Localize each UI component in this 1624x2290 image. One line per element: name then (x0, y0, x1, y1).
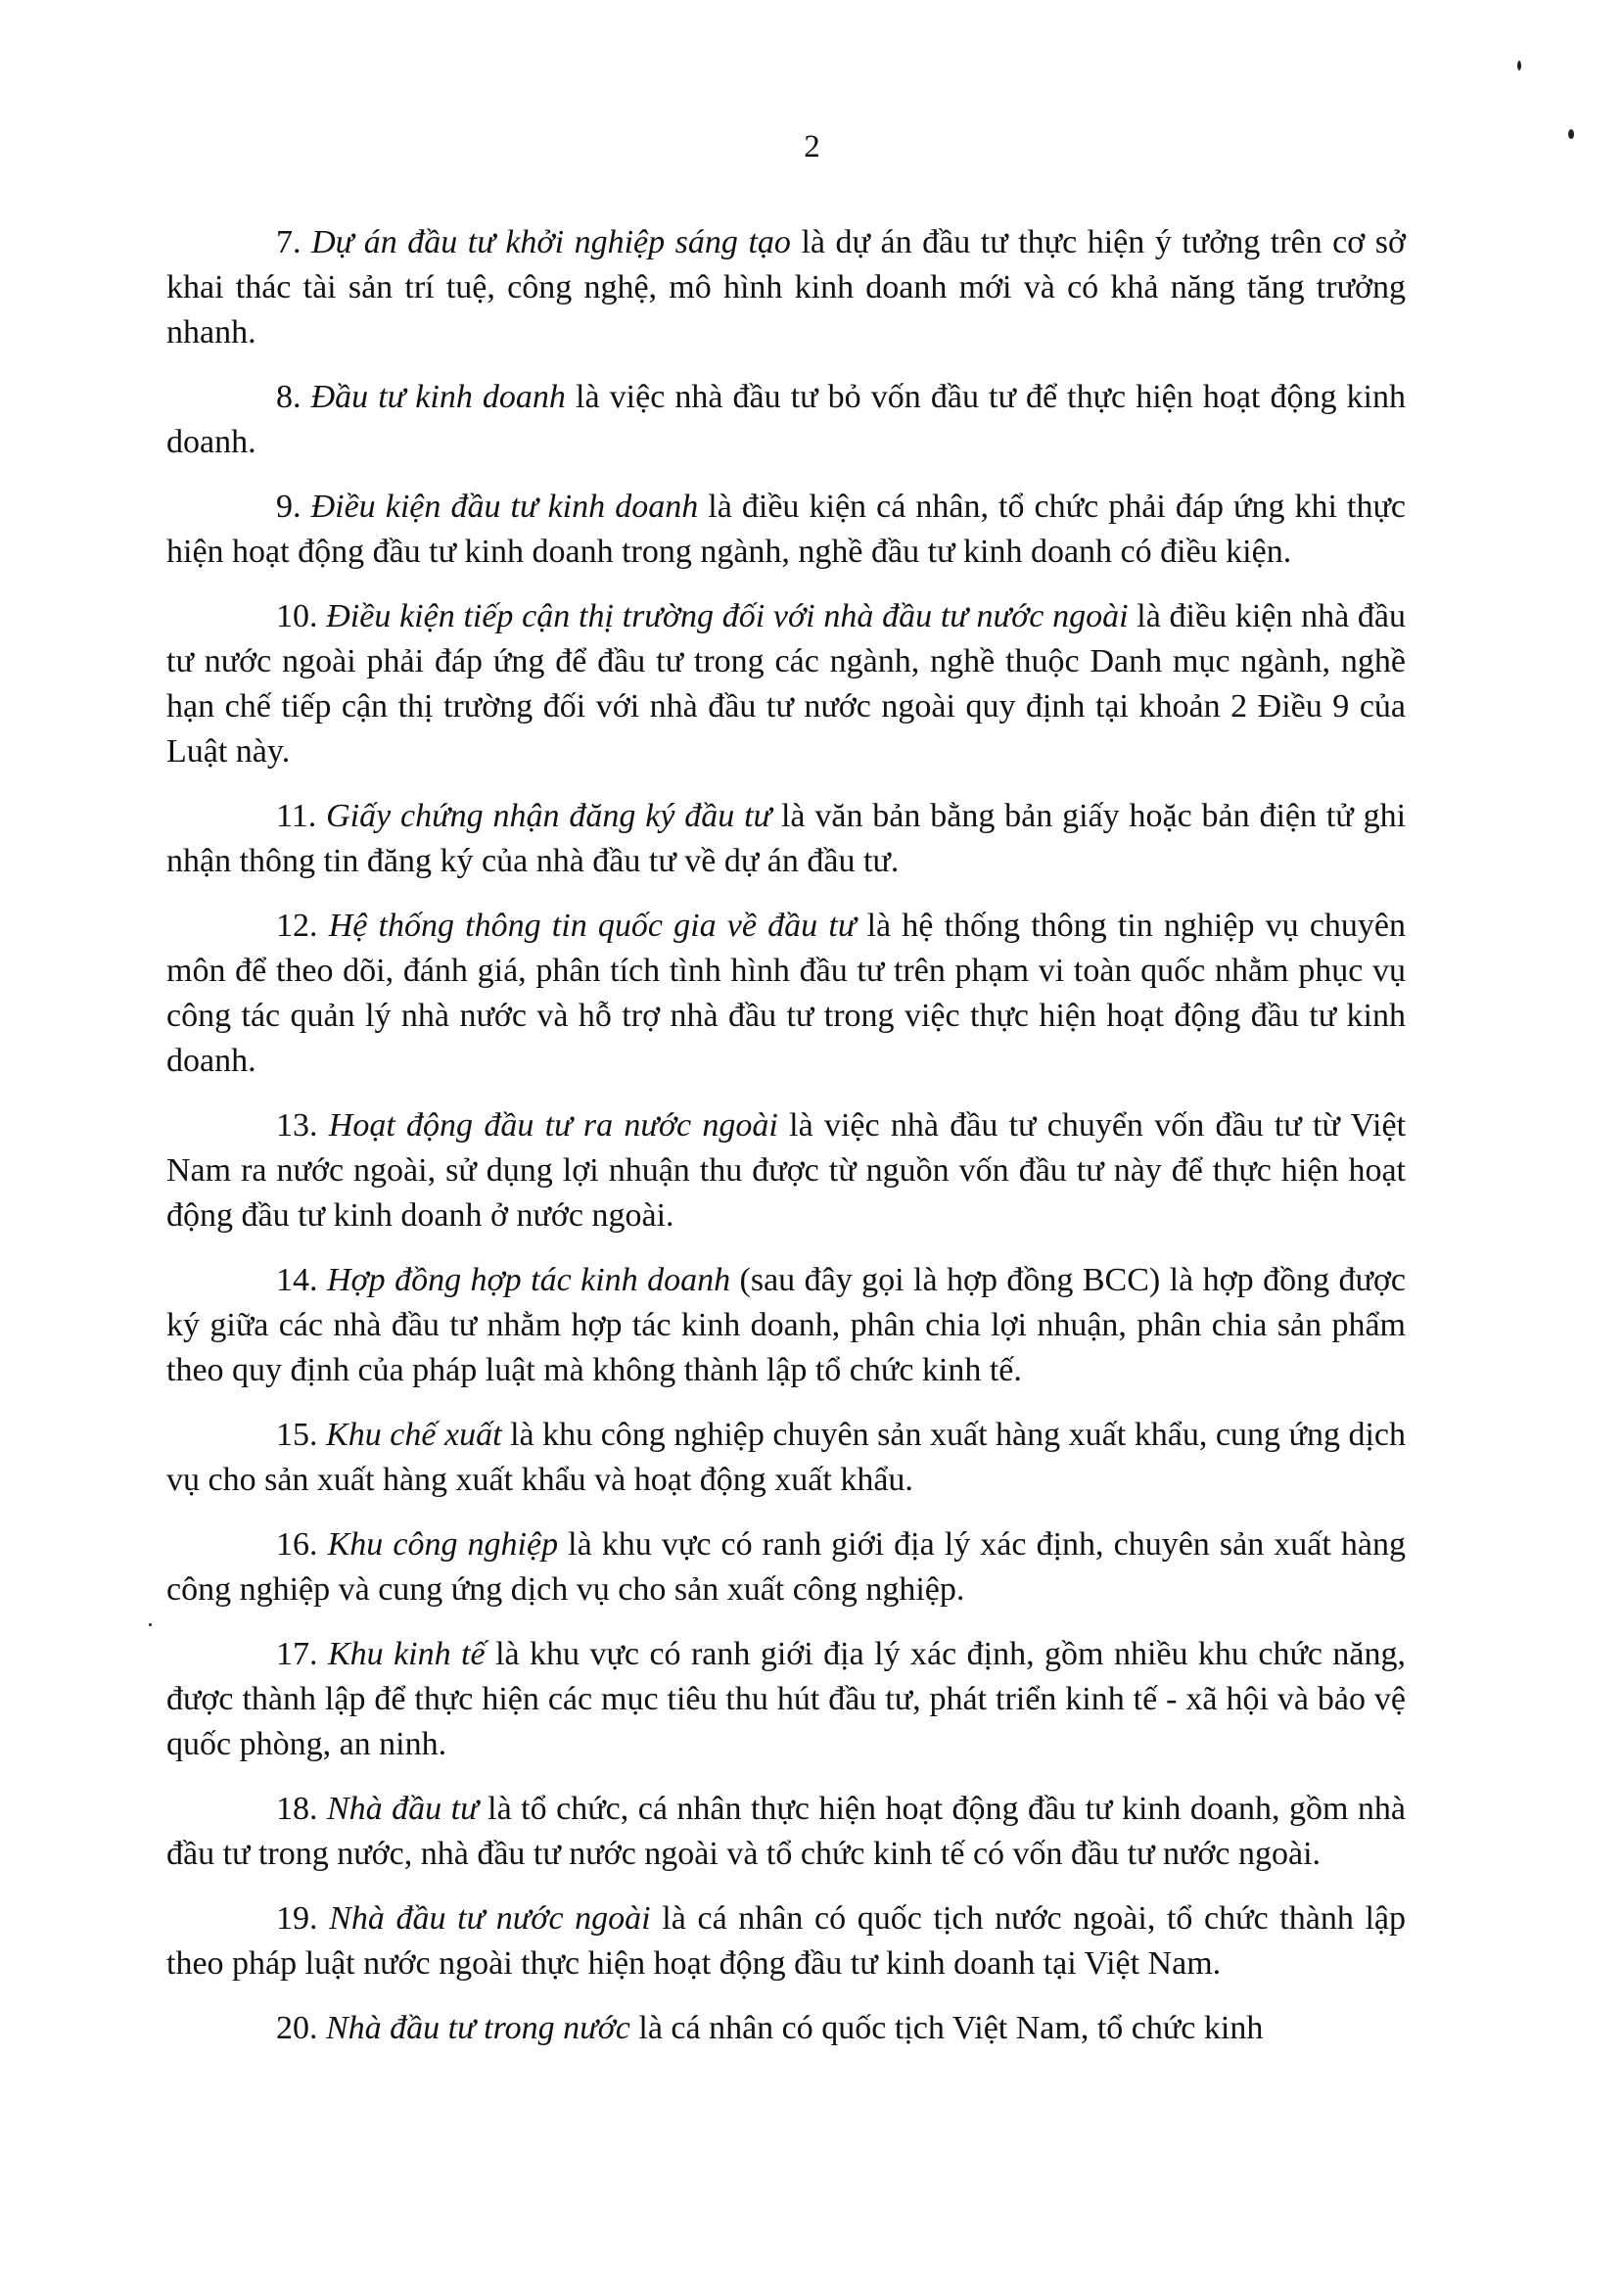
clause-text: (sau đây gọi là hợp đồng BCC) là hợp đồng được ký giữa các nhà đầu tư nhằm hợp tác kinh doanh, phân chia lợi nhuận, phân chia sản phẩm theo quy định của pháp luật mà không thành lập tổ chức kinh tế. (166, 1262, 1407, 1388)
clause-12 (166, 904, 1406, 1084)
clause-19 (166, 1896, 1406, 1986)
clause-number: 8. (276, 379, 302, 415)
clause-term: Điều kiện tiếp cận thị trường đối với nhà đầu tư nước ngoài (326, 598, 1129, 634)
clause-term: Khu chế xuất (326, 1417, 502, 1453)
clause-7 (166, 220, 1406, 355)
clause-20 (166, 2006, 1406, 2051)
clause-number: 12. (276, 908, 318, 944)
clause-term: Hợp đồng hợp tác kinh doanh (326, 1262, 731, 1298)
clause-text: là khu vực có ranh giới địa lý xác định, gồm nhiều khu chức năng, được thành lập để thực hiện các mục tiêu thu hút đầu tư, phát triển kinh tế - xã hội và bảo vệ quốc phòng, an ninh. (166, 1636, 1407, 1762)
page-number: 2 (804, 129, 820, 164)
clause-10 (166, 594, 1406, 774)
clause-number: 10. (276, 598, 318, 634)
scan-speck (1568, 129, 1574, 139)
clause-text: là hệ thống thông tin nghiệp vụ chuyên môn để theo dõi, đánh giá, phân tích tình hình đầu tư trên phạm vi toàn quốc nhằm phục vụ công tác quản lý nhà nước và hỗ trợ nhà đầu tư trong việc thực hiện hoạt động đầu tư kinh doanh. (166, 908, 1407, 1079)
scan-speck (149, 1623, 152, 1626)
clause-text: là văn bản bằng bản giấy hoặc bản điện tử ghi nhận thông tin đăng ký của nhà đầu tư về dự án đầu tư. (166, 798, 1407, 879)
clause-term: Giấy chứng nhận đăng ký đầu tư (326, 798, 772, 834)
clause-text: là việc nhà đầu tư chuyển vốn đầu tư từ Việt Nam ra nước ngoài, sử dụng lợi nhuận thu được từ nguồn vốn đầu tư này để thực hiện hoạt động đầu tư kinh doanh ở nước ngoài. (166, 1107, 1407, 1234)
clause-text: là việc nhà đầu tư bỏ vốn đầu tư để thực hiện hoạt động kinh doanh. (166, 379, 1407, 460)
clause-17 (166, 1632, 1406, 1767)
clause-text: là dự án đầu tư thực hiện ý tưởng trên cơ sở khai thác tài sản trí tuệ, công nghệ, mô hình kinh doanh mới và có khả năng tăng trưởng nhanh. (166, 224, 1407, 351)
clause-text: là cá nhân có quốc tịch Việt Nam, tổ chức kinh (638, 2010, 1264, 2046)
clause-number: 17. (276, 1636, 318, 1672)
clause-term: Nhà đầu tư trong nước (326, 2010, 630, 2046)
clause-number: 15. (276, 1417, 318, 1453)
clause-16 (166, 1522, 1406, 1612)
clause-9 (166, 485, 1406, 575)
clause-number: 20. (276, 2010, 318, 2046)
clause-term: Điều kiện đầu tư kinh doanh (310, 489, 699, 525)
document-body (166, 220, 1406, 2071)
clause-term: Hoạt động đầu tư ra nước ngoài (328, 1107, 778, 1144)
scan-speck (1517, 61, 1521, 70)
clause-number: 16. (276, 1526, 318, 1563)
clause-number: 7. (276, 224, 302, 260)
clause-number: 11. (276, 798, 317, 834)
clause-8 (166, 375, 1406, 465)
clause-number: 9. (276, 489, 302, 525)
clause-term: Hệ thống thông tin quốc gia về đầu tư (328, 908, 857, 944)
clause-text: là điều kiện cá nhân, tổ chức phải đáp ứng khi thực hiện hoạt động đầu tư kinh doanh trong ngành, nghề đầu tư kinh doanh có điều kiện. (166, 489, 1407, 570)
clause-text: là khu vực có ranh giới địa lý xác định, chuyên sản xuất hàng công nghiệp và cung ứng dịch vụ cho sản xuất công nghiệp. (166, 1526, 1406, 1608)
clause-14 (166, 1258, 1406, 1393)
clause-term: Khu công nghiệp (327, 1526, 559, 1563)
clause-text: là cá nhân có quốc tịch nước ngoài, tổ chức thành lập theo pháp luật nước ngoài thực hiện hoạt động đầu tư kinh doanh tại Việt Nam. (166, 1900, 1407, 1982)
clause-number: 13. (276, 1107, 318, 1144)
clause-term: Dự án đầu tư khởi nghiệp sáng tạo (311, 224, 791, 260)
clause-term: Khu kinh tế (327, 1636, 486, 1672)
clause-number: 19. (276, 1900, 318, 1937)
clause-term: Đầu tư kinh doanh (310, 379, 566, 415)
clause-text: là điều kiện nhà đầu tư nước ngoài phải đáp ứng để đầu tư trong các ngành, nghề thuộc Danh mục ngành, nghề hạn chế tiếp cận thị trường đối với nhà đầu tư nước ngoài quy định tại khoản 2 Điều 9 của Luật này. (166, 598, 1407, 770)
clause-number: 14. (276, 1262, 318, 1298)
clause-term: Nhà đầu tư (327, 1791, 479, 1827)
clause-number: 18. (276, 1791, 318, 1827)
clause-term: Nhà đầu tư nước ngoài (329, 1900, 651, 1937)
clause-15 (166, 1413, 1406, 1503)
clause-text: là khu công nghiệp chuyên sản xuất hàng xuất khẩu, cung ứng dịch vụ cho sản xuất hàng xuất khẩu và hoạt động xuất khẩu. (166, 1417, 1407, 1498)
clause-text: là tổ chức, cá nhân thực hiện hoạt động đầu tư kinh doanh, gồm nhà đầu tư trong nước, nhà đầu tư nước ngoài và tổ chức kinh tế có vốn đầu tư nước ngoài. (166, 1791, 1407, 1872)
clause-13 (166, 1103, 1406, 1238)
clause-18 (166, 1787, 1406, 1877)
clause-11 (166, 794, 1406, 884)
